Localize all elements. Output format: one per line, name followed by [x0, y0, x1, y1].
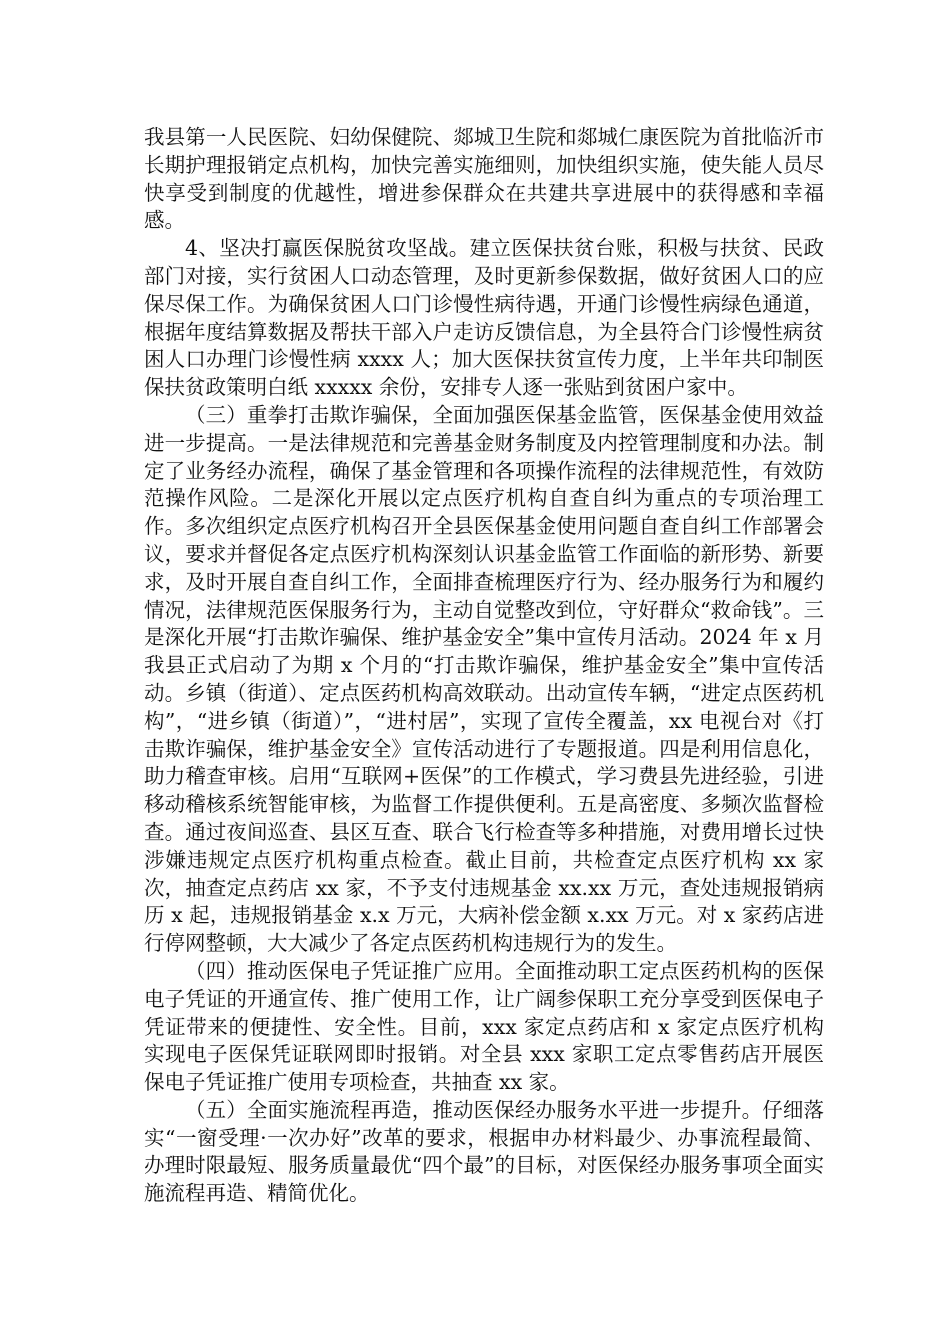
paragraph-process-reengineering: （五）全面实施流程再造，推动医保经办服务水平进一步提升。仔细落实“一窗受理·一次办好”改革的要求，根据申办材料最少、办事流程最简、办理时限最短、服务质量最优“四个最”的目标，对医保经办服务事项全面实施流程再造、精简优化。	[144, 1097, 824, 1206]
document-body	[144, 124, 824, 1208]
paragraph-fund-supervision: （三）重拳打击欺诈骗保，全面加强医保基金监管，医保基金使用效益进一步提高。一是法律规范和完善基金财务制度及内控管理制度和办法。制定了业务经办流程，确保了基金管理和各项操作流程的法律规范性，有效防范操作风险。二是深化开展以定点医疗机构自查自纠为重点的专项治理工作。多次组织定点医疗机构召开全县医保基金使用问题自查自纠工作部署会议，要求并督促各定点医疗机构深刻认识基金监管工作面临的新形势、新要求，及时开展自查自纠工作，全面排查梳理医疗行为、经办服务行为和履约情况，法律规范医保服务行为，主动自觉整改到位，守好群众“救命钱”。三是深化开展“打击欺诈骗保、维护基金安全”集中宣传月活动。2024 年 x 月我县正式启动了为期 x 个月的“打击欺诈骗保，维护基金安全”集中宣传活动。乡镇（街道）、定点医药机构高效联动。出动宣传车辆，“进定点医药机构”，“进乡镇（街道）”，“进村居”，实现了宣传全覆盖，xx 电视台对《打击欺诈骗保，维护基金安全》宣传活动进行了专题报道。四是利用信息化，助力稽查审核。启用“互联网+医保”的工作模式，学习费县先进经验，引进移动稽核系统智能审核，为监督工作提供便利。五是高密度、多频次监督检查。通过夜间巡查、县区互查、联合飞行检查等多种措施，对费用增长过快涉嫌违规定点医疗机构重点检查。截止目前，共检查定点医疗机构 xx 家次，抽查定点药店 xx 家，不予支付违规基金 xx.xx 万元，查处违规报销病历 x 起，违规报销基金 x.x 万元，大病补偿金额 x.xx 万元。对 x 家药店进行停网整顿，大大减少了各定点医药机构违规行为的发生。	[144, 402, 824, 956]
paragraph-poverty-alleviation: 4、坚决打赢医保脱贫攻坚战。建立医保扶贫台账，积极与扶贫、民政部门对接，实行贫困人口动态管理，及时更新参保数据，做好贫困人口的应保尽保工作。为确保贫困人口门诊慢性病待遇，开通门诊慢性病绿色通道，根据年度结算数据及帮扶干部入户走访反馈信息，为全县符合门诊慢性病贫困人口办理门诊慢性病 xxxx 人；加大医保扶贫宣传力度，上半年共印制医保扶贫政策明白纸 xxxxx 余份，安排专人逐一张贴到贫困户家中。	[144, 236, 824, 400]
paragraph-long-term-care: 我县第一人民医院、妇幼保健院、郯城卫生院和郯城仁康医院为首批临沂市长期护理报销定点机构，加快完善实施细则，加快组织实施，使失能人员尽快享受到制度的优越性，增进参保群众在共建共享进展中的获得感和幸福感。	[144, 125, 824, 233]
paragraph-electronic-certificate: （四）推动医保电子凭证推广应用。全面推动职工定点医药机构的医保电子凭证的开通宣传、推广使用工作，让广阔参保职工充分享受到医保电子凭证带来的便捷性、安全性。目前，xxx 家定点药店和 x 家定点医疗机构实现电子医保凭证联网即时报销。对全县 xxx 家职工定点零售药店开展医保电子凭证推广使用专项检查，共抽查 xx 家。	[144, 958, 824, 1095]
